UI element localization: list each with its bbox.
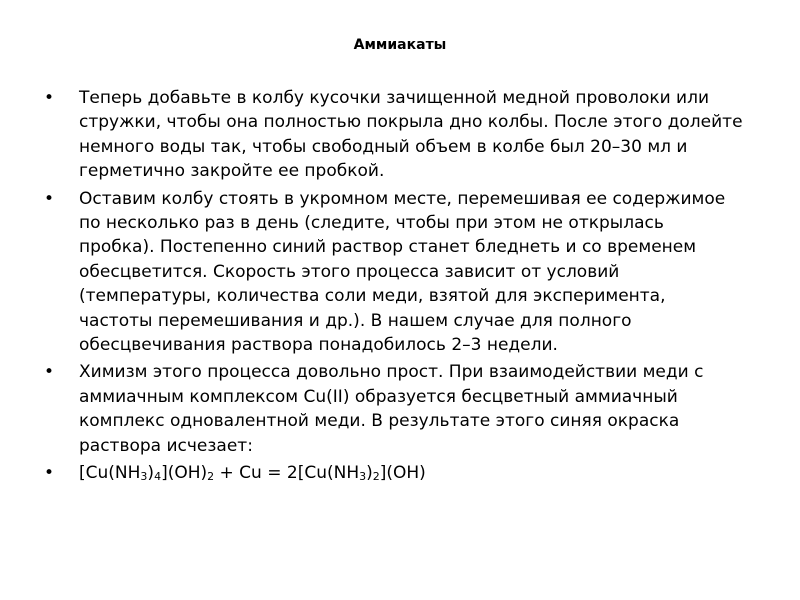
bullet-list — [44, 86, 744, 489]
equation-part: ](OH) — [161, 463, 208, 484]
equation-part: + Cu = 2[Cu(NH — [214, 463, 360, 484]
equation-subscript: 4 — [154, 470, 162, 484]
equation-part: ](OH) — [379, 463, 426, 484]
chemical-equation — [79, 461, 744, 485]
equation-part: ) — [147, 463, 155, 484]
bullet-icon: • — [44, 463, 55, 484]
bullet-text-1: Теперь добавьте в колбу кусочки зачищенной медной проволоки или стружки, чтобы она полностью покрыла дно колбы. После этого долейте немного воды так, чтобы свободный объем в колбе был 20–30 мл и герметично закройте ее пробкой. — [79, 88, 743, 182]
equation-part: [Cu(NH — [79, 463, 141, 484]
bullet-icon: • — [44, 88, 55, 108]
bullet-item-1 — [44, 86, 744, 184]
equation-subscript: 3 — [359, 470, 367, 484]
equation-part: ) — [366, 463, 373, 484]
bullet-icon: • — [44, 188, 55, 209]
bullet-icon: • — [44, 362, 55, 383]
slide-title: Аммиакаты — [353, 37, 447, 53]
equation-subscript: 3 — [140, 470, 148, 484]
equation-subscript: 2 — [372, 470, 380, 484]
equation-subscript: 2 — [207, 470, 215, 484]
bullet-text-2: Оставим колбу стоять в укромном месте, перемешивая ее содержимое по несколько раз в день (следите, чтобы при этом не открылась пробка). Постепенно синий раствор станет бледнеть и со временем обесцветится. Скорость этого процесса зависит от условий (температуры, количества соли меди, взятой для эксперимента, частоты перемешивания и др.). В нашем случае для полного обесцвечивания раствора понадобилось 2–3 недели. — [79, 188, 726, 356]
bullet-text-3: Химизм этого процесса довольно прост. При взаимодействии меди с аммиачным комплексом Cu(II) образуется бесцветный аммиачный комплекс одновалентной меди. В результате этого синяя окраска раствора исчезает: — [79, 362, 704, 456]
bullet-item-equation — [44, 461, 744, 485]
bullet-item-3 — [44, 360, 744, 458]
bullet-item-2 — [44, 187, 744, 358]
